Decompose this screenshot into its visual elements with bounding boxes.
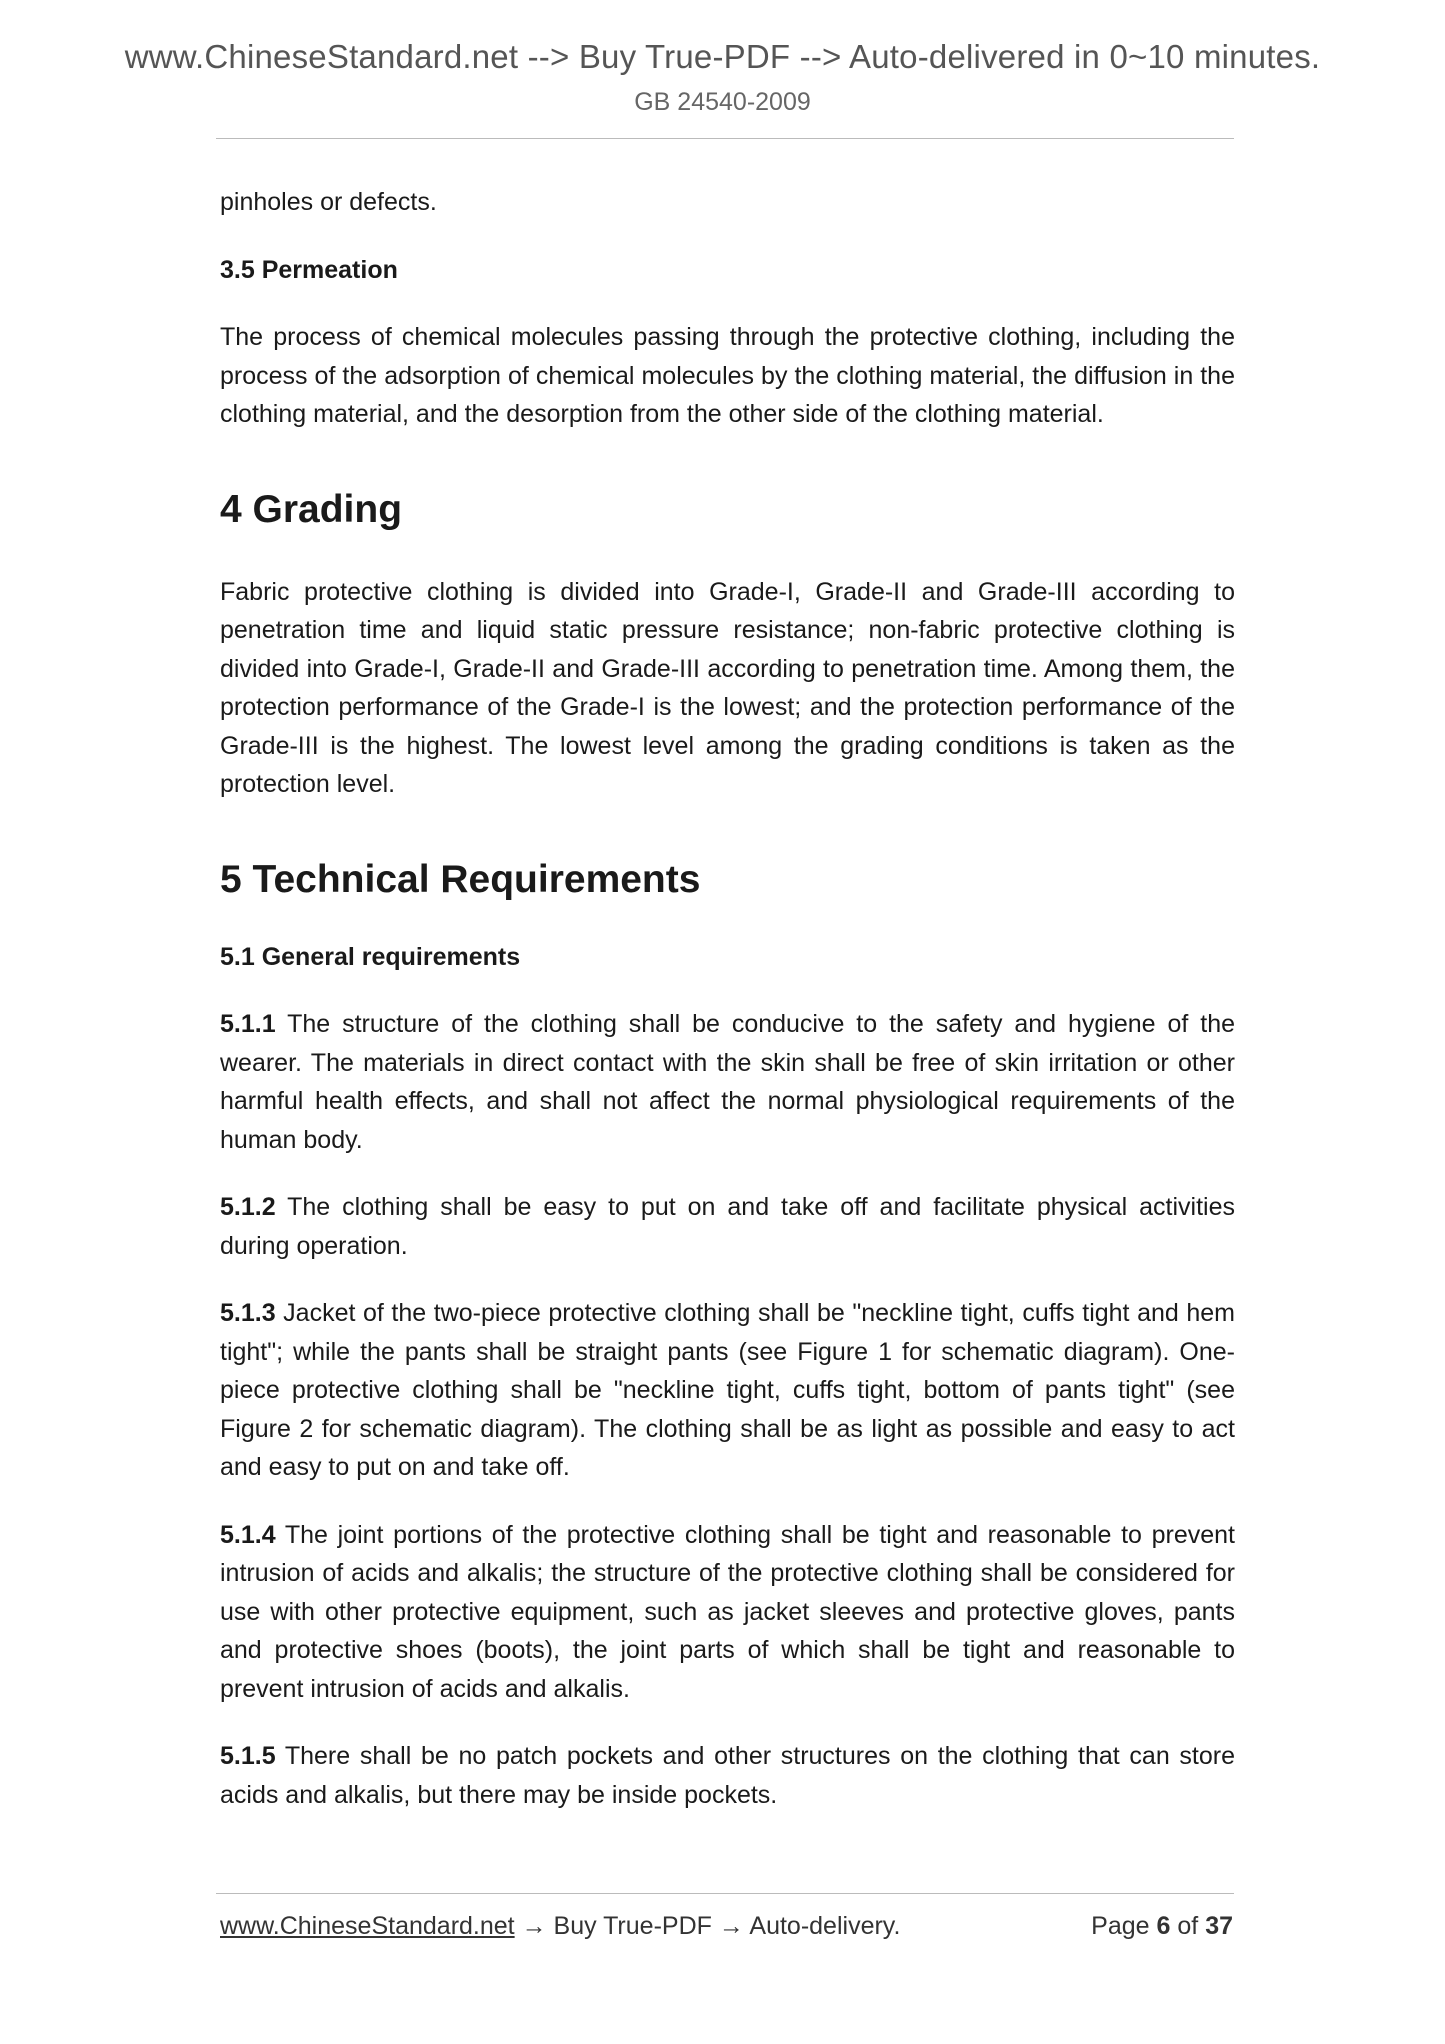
clause-5-1-2 [220,1188,1235,1265]
section-4-text: Fabric protective clothing is divided into Grade-I, Grade-II and Grade-III according to penetration time and liquid static pressure resistance; non-fabric protective clothing is divided into Grade-I, Grade-II and Grade-III according to penetration time. Among them, the protection performance of the Grade-I is the lowest; and the protection performance of the Grade-III is the highest. The lowest level among the grading conditions is taken as the protection level. [220,577,1235,798]
section-5-heading: 5 Technical Requirements [220,857,701,901]
clause-5-1-4 [220,1516,1235,1709]
clause-5-1-5 [220,1737,1235,1814]
footer-divider [216,1893,1234,1894]
clause-text: The joint portions of the protective clothing shall be tight and reasonable to prevent intrusion of acids and alkalis; the structure of the protective clothing shall be considered for use with other protective equipment, such as jacket sleeves and protective gloves, pants and protective shoes (boots), the joint parts of which shall be tight and reasonable to prevent intrusion of acids and alkalis. [220,1520,1235,1703]
clause-number: 5.1.3 [220,1299,276,1327]
clause-text: The structure of the clothing shall be conducive to the safety and hygiene of the wearer. The materials in direct contact with the skin shall be free of skin irritation or other harmful health effects, and shall not affect the normal physiological requirements of the human body. [220,1010,1235,1154]
section-3-5-text: The process of chemical molecules passing through the protective clothing, including the process of the adsorption of chemical molecules by the clothing material, the diffusion in the clothing material, and the desorption from the other side of the clothing material. [220,323,1235,428]
paragraph-continued: pinholes or defects. [220,188,437,216]
page-label: Page [1091,1912,1150,1940]
section-3-5-heading: 3.5 Permeation [220,255,398,284]
current-page: 6 [1156,1912,1171,1940]
section-5-1-heading: 5.1 General requirements [220,942,521,971]
clause-text: Jacket of the two-piece protective clothing shall be "neckline tight, cuffs tight and hem tight"; while the pants shall be straight pants (see Figure 1 for schematic diagram). One-piece protective clothing shall be "neckline tight, cuffs tight, bottom of pants tight" (see Figure 2 for schematic diagram). The clothing shall be as light as possible and easy to act and easy to put on and take off. [220,1299,1235,1481]
footer-site-link[interactable]: www.ChineseStandard.net [220,1912,515,1940]
footer-text: → Buy True-PDF → Auto-delivery. [514,1912,901,1940]
footer [220,1912,1233,1941]
banner-text: www.ChineseStandard.net --> Buy True-PDF --> Auto-delivered in 0~10 minutes. [124,38,1321,75]
clause-number: 5.1.2 [220,1193,276,1221]
clause-text: The clothing shall be easy to put on and take off and facilitate physical activities during operation. [220,1193,1235,1260]
page-content [220,183,1235,1843]
clause-5-1-1 [220,1005,1235,1159]
page-indicator [1091,1912,1233,1941]
clause-5-1-3 [220,1294,1235,1487]
page-of-label: of [1177,1912,1199,1940]
document-number: GB 24540-2009 [634,88,811,116]
clause-number: 5.1.5 [220,1742,276,1770]
section-4-heading: 4 Grading [220,487,403,531]
clause-number: 5.1.4 [220,1520,276,1549]
clause-number: 5.1.1 [220,1010,276,1038]
total-pages: 37 [1205,1912,1233,1940]
clause-text: There shall be no patch pockets and other structures on the clothing that can store acids and alkalis, but there may be inside pockets. [220,1742,1235,1809]
header-divider [216,138,1234,139]
